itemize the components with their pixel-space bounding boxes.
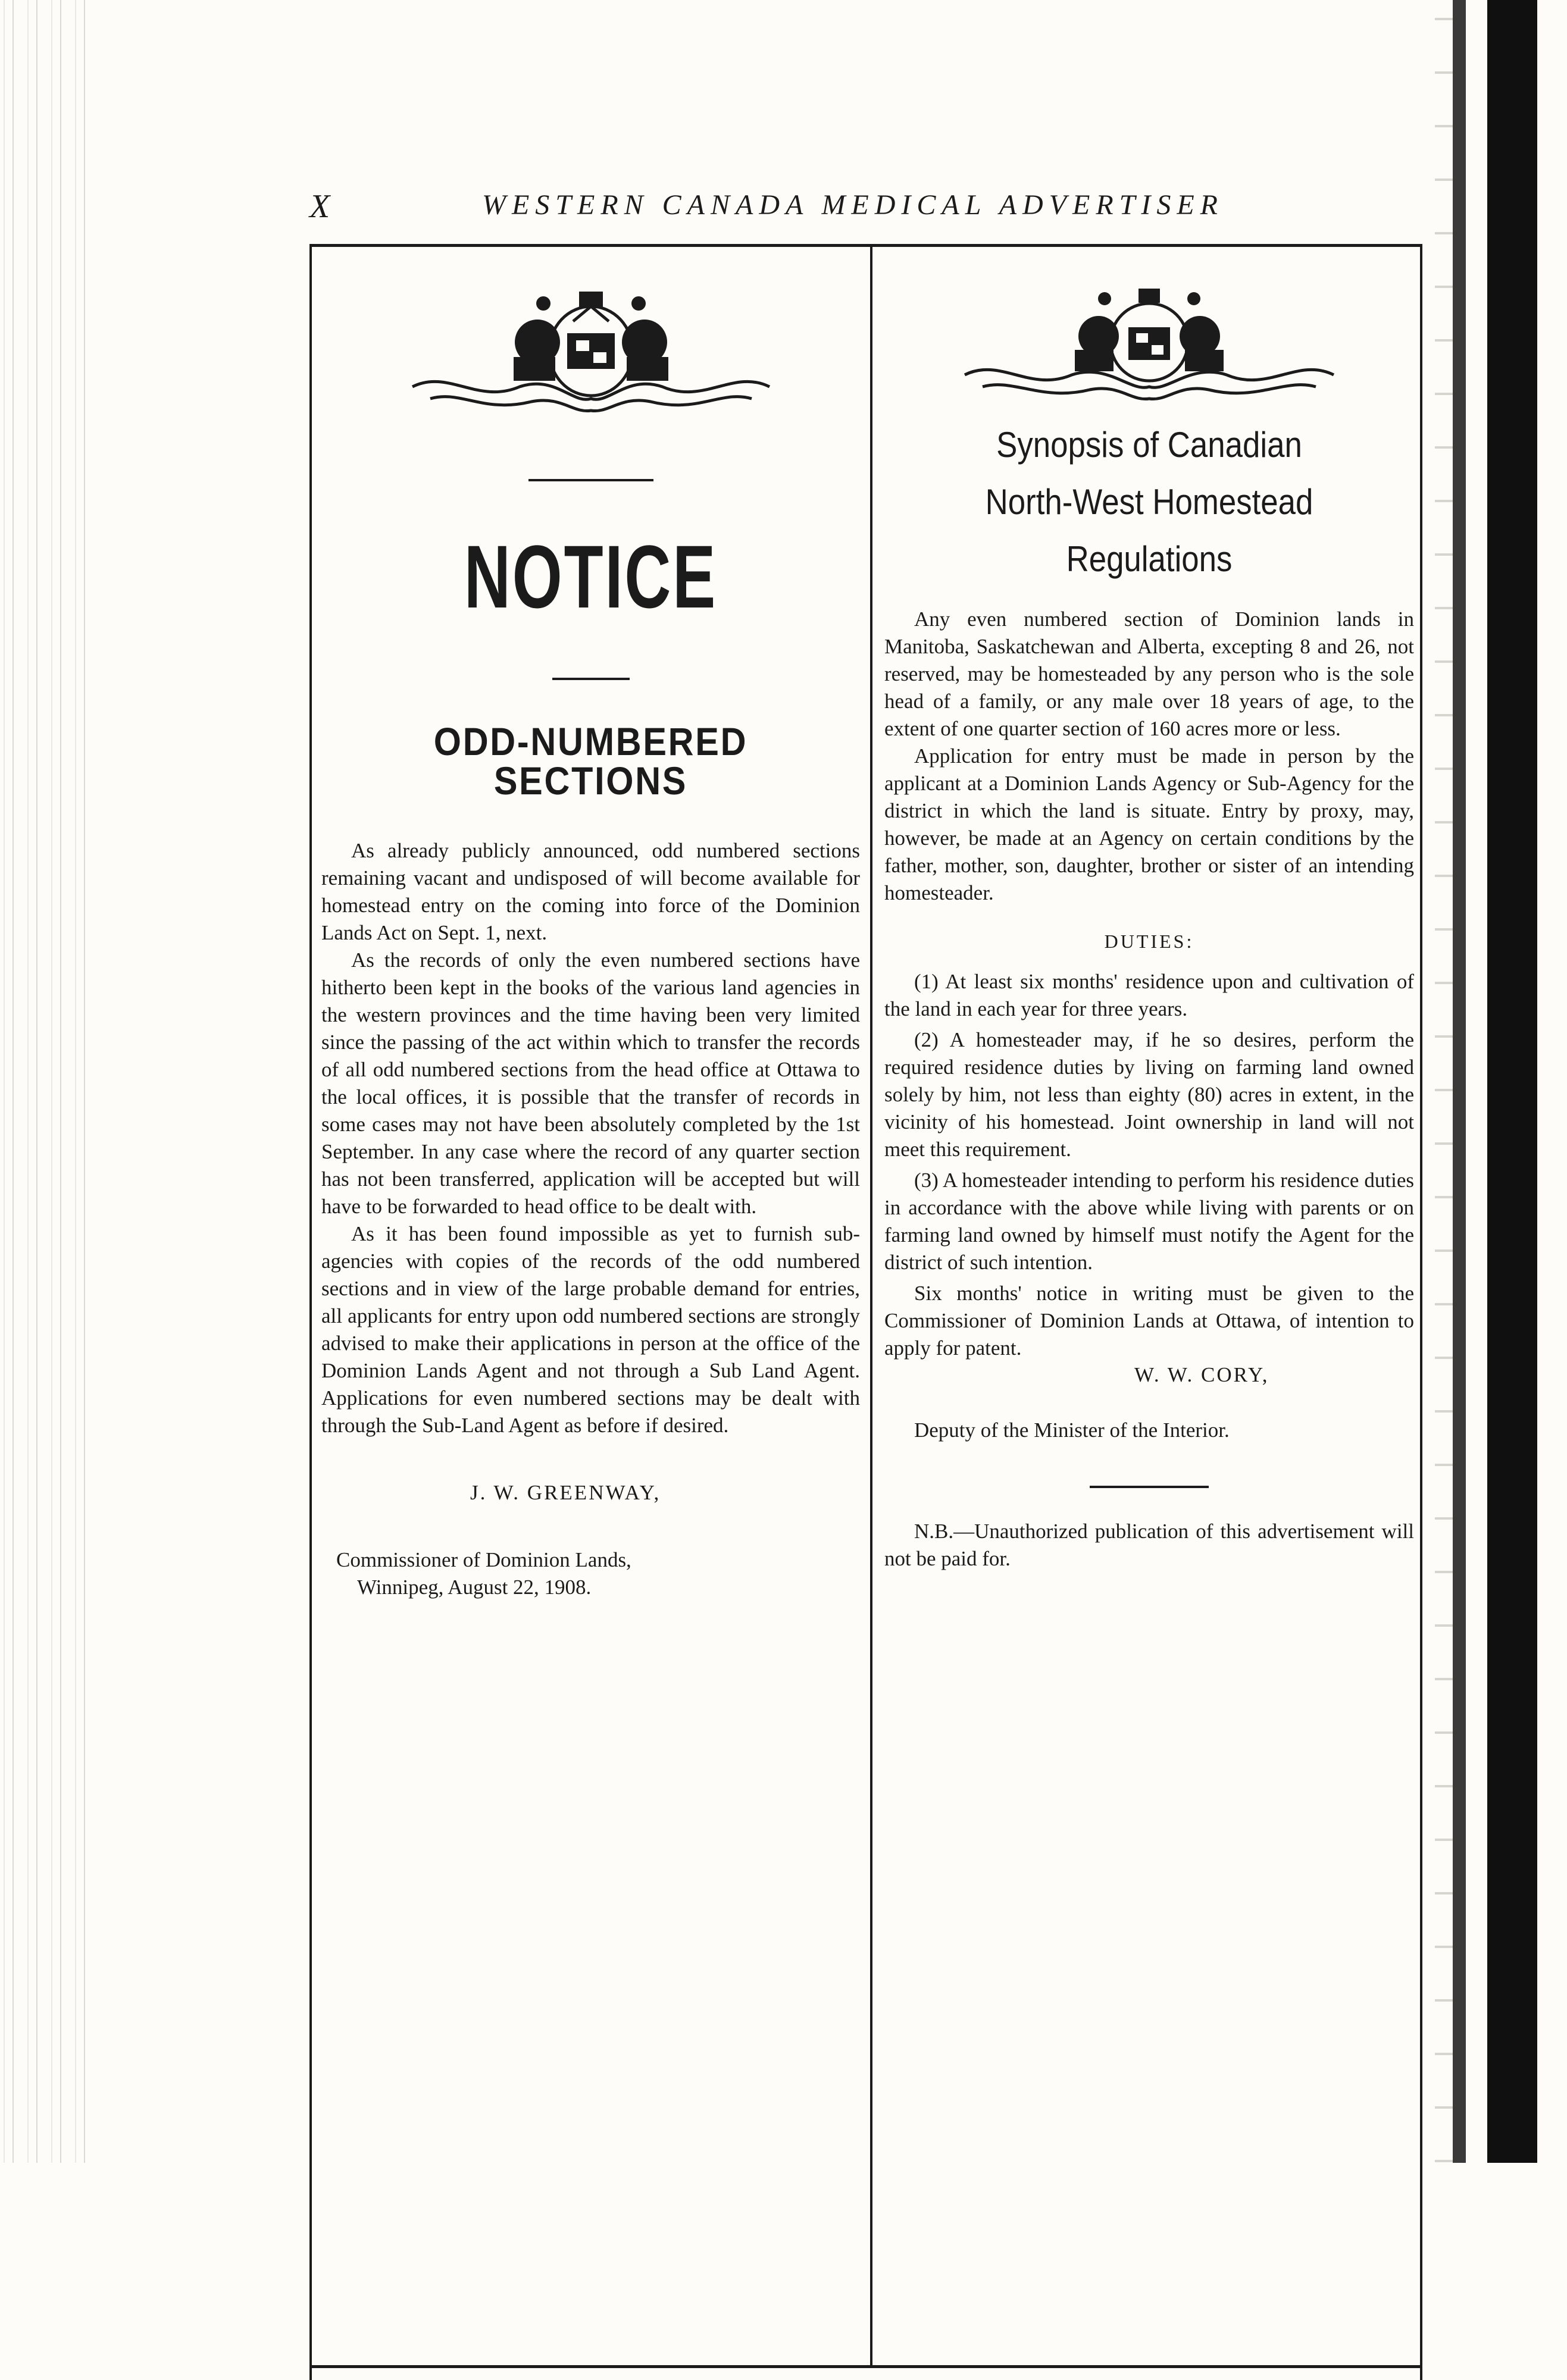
crest-emblem (953, 286, 1346, 405)
synopsis-title-line: Regulations (1066, 539, 1233, 579)
nb-note: N.B.—Unauthorized publication of this advertisement will not be paid for. (884, 1520, 1414, 1570)
signature-cory-title: Deputy of the Minister of the Interior. (914, 1418, 1230, 1442)
notice-heading: NOTICE (464, 527, 718, 627)
signature-greenway: J. W. GREENWAY, (470, 1481, 661, 1504)
rule-right (1090, 1486, 1209, 1488)
duty-item: (2) A homesteader may, if he so desires, perform the required residence duties by living on farming land owned solely by him, not less than eighty (80) acres in extent, in the vicinity of his homestead. Joint ownership in land will not meet this requirement. (884, 1028, 1414, 1161)
left-column (321, 250, 860, 1601)
duty-item: (3) A homesteader intending to perform his residence duties in accordance with the above while living with parents or on farming land owned by himself must notify the Agent for the district of such intention. (884, 1169, 1414, 1274)
crest-emblem (395, 286, 787, 428)
rule-lower (552, 678, 630, 680)
scan-edge-right-gap (1435, 0, 1453, 2163)
signature-cory: W. W. CORY, (1134, 1363, 1269, 1386)
synopsis-body (884, 606, 1414, 907)
signature-title: Commissioner of Dominion Lands, (336, 1548, 631, 1571)
duty-item: (1) At least six months' residence upon and cultivation of the land in each year for three years. (884, 970, 1414, 1020)
running-head (309, 187, 1440, 229)
signature-block (321, 1546, 860, 1601)
synopsis-paragraph: Any even numbered section of Dominion lands in Manitoba, Saskatchewan and Alberta, excepting 8 and 26, not reserved, may be homesteaded by any person who is the sole head of a family, or any male over 18 years of age, to the extent of one quarter section of 160 acres more or less. (884, 607, 1414, 740)
frame-bottom-rule (309, 2365, 1422, 2368)
duties-heading: DUTIES: (1104, 931, 1194, 952)
notice-paragraph: As it has been found impossible as yet to furnish sub-agencies with copies of the records of the odd numbered sections and in view of the large probable demand for entries, all applicants for entry upon odd numbered sections are strongly advised to make their applications in person at the office of the Dominion Lands Agent and not through a Sub Land Agent. Applications for even numbered sections may be dealt with through the Sub-Land Agent as before if desired. (321, 1222, 860, 1437)
duties-list (884, 968, 1414, 1362)
scan-edge-right-stripe (1487, 0, 1537, 2163)
notice-paragraph: As already publicly announced, odd numbered sections remaining vacant and undisposed of will become available for homestead entry on the coming into force of the Dominion Lands Act on Sept. 1, next. (321, 839, 860, 944)
notice-body (321, 837, 860, 1439)
page-number: X (309, 188, 331, 225)
signature-place-date: Winnipeg, August 22, 1908. (357, 1576, 592, 1599)
synopsis-title-line: Synopsis of Canadian (996, 425, 1302, 465)
duty-item: Six months' notice in writing must be given to the Commissioner of Dominion Lands at Ottawa, of intention to apply for patent. (884, 1282, 1414, 1360)
synopsis-title (884, 416, 1414, 588)
journal-title: WESTERN CANADA MEDICAL ADVERTISER (482, 189, 1224, 221)
synopsis-paragraph: Application for entry must be made in person by the applicant at a Dominion Lands Agency or Sub-Agency for the district in which the land is situate. Entry by proxy, may, however, be made at an Agency on certain conditions by the father, mother, son, daughter, brother or sister of an intending homesteader. (884, 744, 1414, 904)
scan-edge-left (0, 0, 89, 2163)
rule-upper (528, 479, 653, 481)
section-heading: ODD-NUMBERED SECTIONS (433, 719, 748, 803)
scan-edge-right-thin (1453, 0, 1466, 2163)
column-divider (870, 244, 872, 2368)
synopsis-title-line: North-West Homestead (985, 482, 1313, 522)
right-column (884, 250, 1414, 1573)
notice-paragraph: As the records of only the even numbered sections have hitherto been kept in the books of the various land agencies in the western provinces and the time having been very limited since the passing of the act within which to transfer the records of all odd numbered sections from the head office at Ottawa to the local offices, it is possible that the transfer of records in some cases may not have been absolutely completed by the 1st September. In any case where the record of any quarter section has not been transferred, application will be accepted but will have to be forwarded to head office to be dealt with. (321, 948, 860, 1218)
